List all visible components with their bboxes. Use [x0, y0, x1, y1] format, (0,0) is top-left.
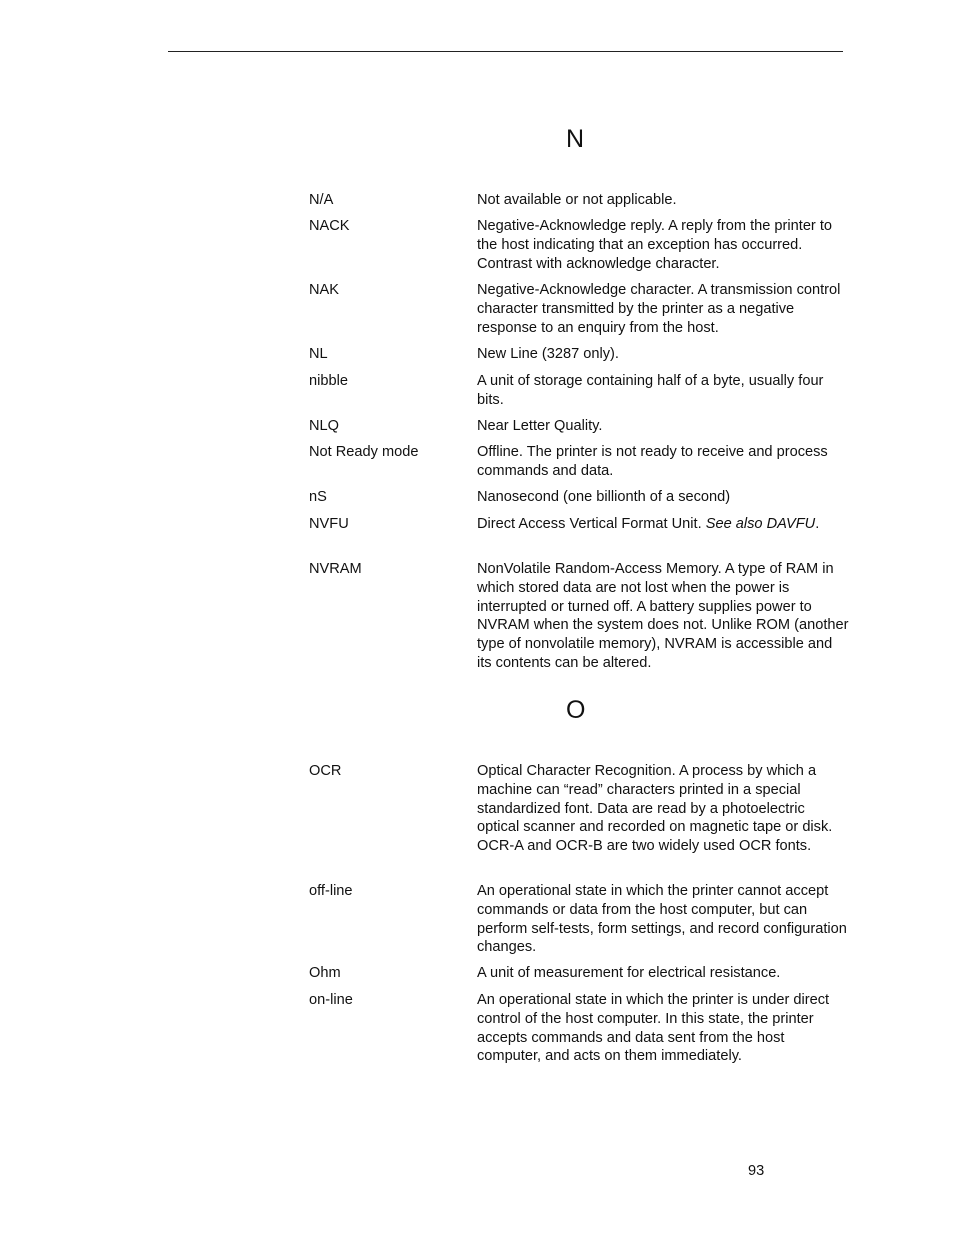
glossary-definition [477, 515, 849, 534]
glossary-definition: An operational state in which the printer cannot accept commands or data from the host computer, but can perform self-tests, form settings, and record configuration changes. [477, 883, 847, 956]
glossary-term: Not Ready mode [309, 444, 419, 460]
section-heading-o: O [566, 696, 586, 724]
glossary-term: off-line [309, 883, 353, 899]
glossary-definition: Near Letter Quality. [477, 418, 603, 434]
glossary-term: N/A [309, 192, 334, 208]
section-heading-n: N [566, 125, 585, 153]
glossary-term: NL [309, 346, 328, 362]
glossary-term: NVRAM [309, 561, 362, 577]
glossary-definition: Nanosecond (one billionth of a second) [477, 489, 731, 505]
glossary-definition: An operational state in which the printer is under direct control of the host computer. In this state, the printer accepts commands and data sent from the host computer, and acts on them immediately. [477, 992, 830, 1065]
glossary-term: NACK [309, 218, 350, 234]
glossary-term: nibble [309, 373, 348, 389]
glossary-definition: Negative-Acknowledge reply. A reply from the printer to the host indicating that an exception has occurred. Contrast with acknowledge character. [477, 218, 833, 272]
glossary-definition: A unit of measurement for electrical resistance. [477, 965, 781, 981]
glossary-term: OCR [309, 763, 342, 779]
definition-punctuation: . [815, 516, 820, 532]
definition-text: Direct Access Vertical Format Unit. [477, 516, 702, 532]
cross-reference: See also DAVFU [705, 516, 816, 532]
glossary-term: Ohm [309, 965, 341, 981]
glossary-term: NLQ [309, 418, 340, 434]
glossary-definition: New Line (3287 only). [477, 346, 619, 362]
glossary-definition: Negative-Acknowledge character. A transmission control character transmitted by the printer as a negative response to an enquiry from the host. [477, 282, 841, 336]
glossary-definition: Offline. The printer is not ready to receive and process commands and data. [477, 444, 828, 479]
glossary-definition: A unit of storage containing half of a byte, usually four bits. [477, 373, 824, 408]
header-rule [168, 51, 843, 52]
glossary-term: NAK [309, 282, 340, 298]
glossary-term: on-line [309, 992, 353, 1008]
page-number: 93 [748, 1163, 765, 1179]
glossary-definition: NonVolatile Random-Access Memory. A type of RAM in which stored data are not lost when the power is interrupted or turned off. A battery supplies power to NVRAM when the system does not. Unlike ROM (another type of nonvolatile memory), NVRAM is accessible and its contents can be altered. [477, 561, 849, 671]
glossary-term: nS [309, 489, 327, 505]
glossary-term: NVFU [309, 516, 349, 532]
glossary-definition: Not available or not applicable. [477, 192, 677, 208]
glossary-definition: Optical Character Recognition. A process by which a machine can “read” characters printed in a special standardized font. Data are read by a photoelectric optical scanner and recorded on magnetic tape or disk. OCR-A and OCR-B are two widely used OCR fonts. [477, 763, 833, 855]
